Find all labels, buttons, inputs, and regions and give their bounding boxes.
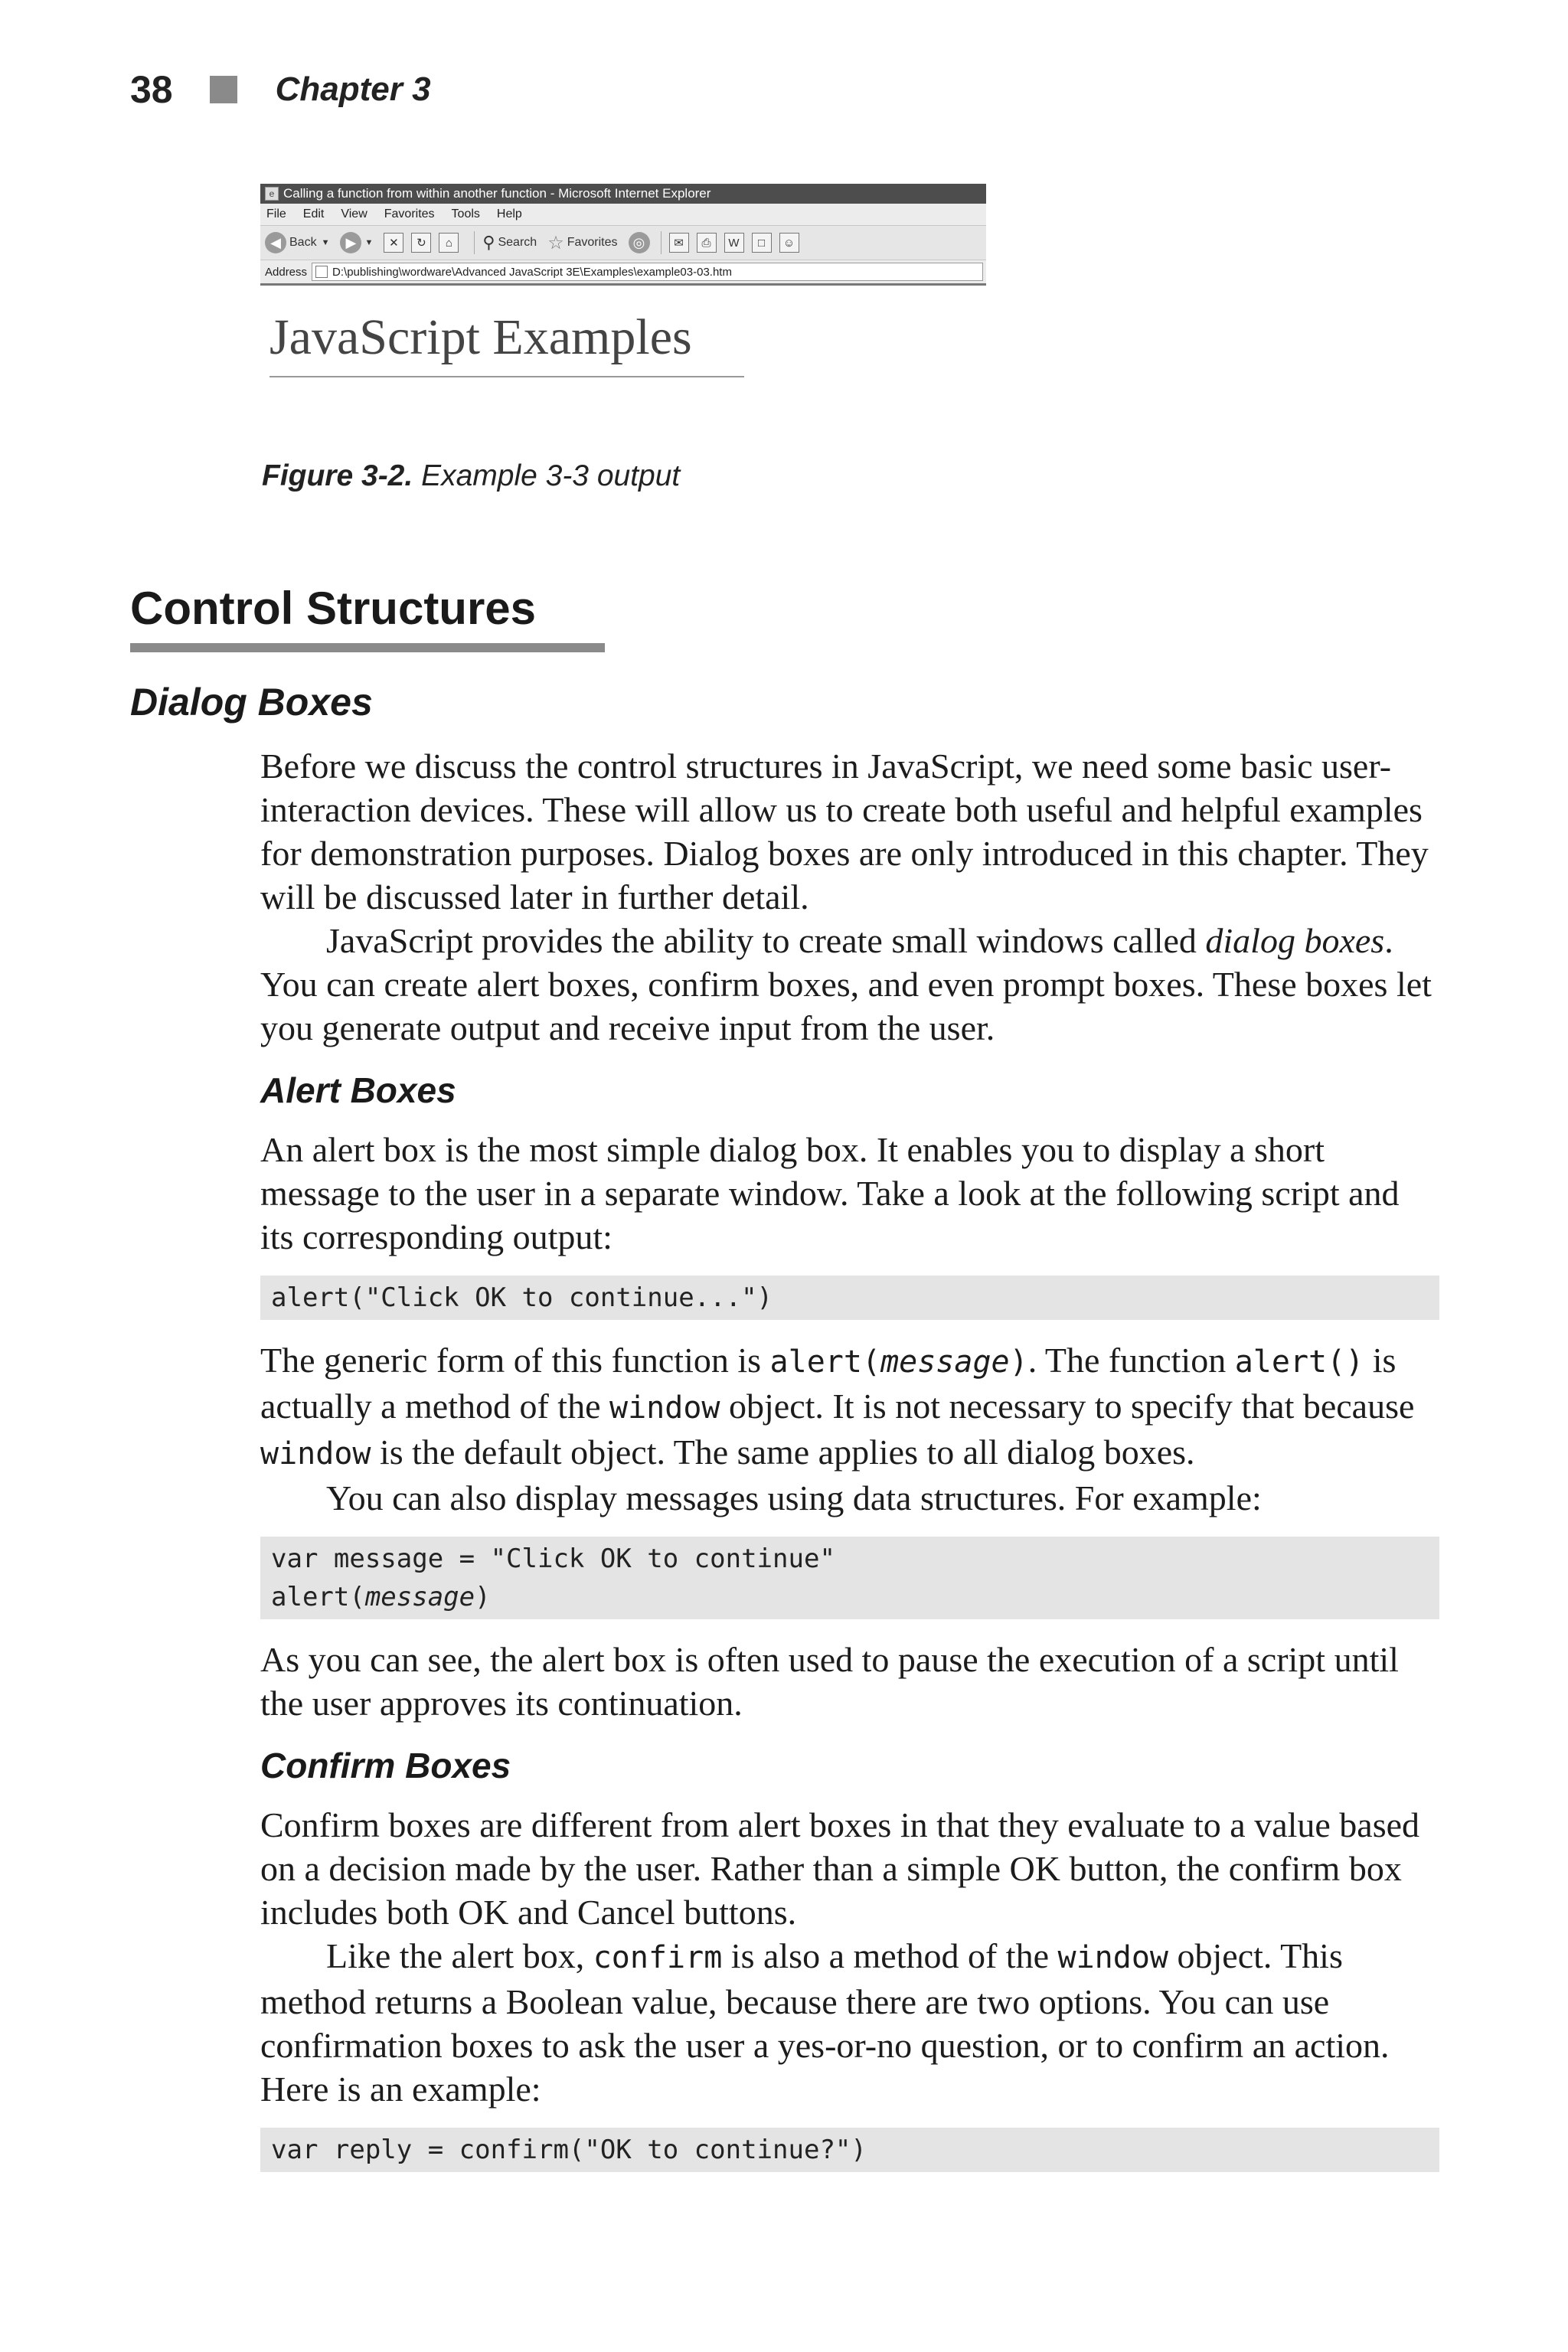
text-run: object. It is not necessary to specify that because (720, 1387, 1415, 1426)
running-header (130, 63, 431, 116)
header-square-icon (210, 76, 237, 103)
edit-icon: W (724, 233, 744, 253)
toolbar-separator (661, 231, 662, 254)
term-dialog-boxes: dialog boxes (1205, 921, 1385, 960)
code-run: ) (475, 1582, 491, 1612)
code-line: var reply = confirm("OK to continue?") (271, 2135, 867, 2165)
body-column (260, 744, 1439, 2190)
inline-code: window (609, 1390, 720, 1426)
code-arg: message (880, 1344, 1010, 1380)
menu-edit: Edit (302, 207, 325, 220)
alert-paragraph-4: As you can see, the alert box is often used to pause the execution of a script until the user approves its continuation. (260, 1640, 1399, 1723)
text-run: is actually a method of the (260, 1341, 1396, 1426)
section-heading-rule (130, 643, 605, 652)
back-arrow-icon: ◀ (265, 232, 286, 253)
media-icon: ◎ (629, 232, 650, 253)
search-icon: ⚲ (482, 233, 495, 252)
chapter-label: Chapter 3 (275, 70, 431, 108)
page-icon (315, 266, 328, 278)
search-button (482, 233, 537, 253)
browser-page-icon: e (265, 187, 279, 201)
inline-code: alert() (1234, 1344, 1364, 1380)
alert-boxes-heading: Alert Boxes (260, 1070, 456, 1110)
code-line (271, 1578, 1429, 1616)
text-run: . You can create alert boxes, confirm boxes, and even prompt boxes. These boxes let you generate output and receive input from the user. (260, 921, 1432, 1047)
forward-button (340, 232, 373, 253)
text-run: JavaScript provides the ability to create small windows called (326, 921, 1206, 960)
inline-code: confirm (593, 1940, 723, 1975)
text-run: The generic form of this function is (260, 1341, 770, 1380)
text-run: object. This method returns a Boolean value, because there are two options. You can use confirmation boxes to ask the user a yes-or-no question, or to confirm an action. Here is an example: (260, 1936, 1390, 2109)
search-label: Search (498, 236, 537, 249)
alert-paragraph-2 (260, 1338, 1439, 1476)
page-number: 38 (130, 68, 173, 111)
print-icon: ⎙ (697, 233, 717, 253)
code-line: var message = "Click OK to continue" (271, 1544, 835, 1574)
forward-arrow-icon: ▶ (340, 232, 361, 253)
messenger-icon: ☺ (779, 233, 799, 253)
confirm-boxes-heading: Confirm Boxes (260, 1746, 511, 1785)
figure-caption-text: Example 3-3 output (421, 459, 681, 492)
figure-label: Figure 3-2. (262, 459, 413, 492)
back-button (265, 232, 329, 253)
refresh-icon: ↻ (411, 233, 431, 253)
address-field (312, 263, 983, 281)
code-run: alert( (769, 1344, 881, 1380)
toolbar-separator (474, 231, 475, 254)
menu-view: View (341, 207, 368, 220)
text-run: Like the alert box, (326, 1936, 593, 1975)
code-block-confirm (260, 2128, 1439, 2172)
mail-icon: ✉ (669, 233, 689, 253)
address-value: D:\publishing\wordware\Advanced JavaScript 3E\Examples\example03-03.htm (332, 265, 732, 279)
forward-dropdown-icon: ▼ (364, 238, 374, 247)
browser-title: Calling a function from within another function - Microsoft Internet Explorer (283, 186, 711, 201)
address-label: Address (265, 265, 308, 279)
favorites-button (547, 232, 617, 254)
rendered-page-heading: JavaScript Examples (270, 309, 692, 365)
menu-file: File (266, 207, 286, 220)
inline-code (770, 1344, 1028, 1380)
dialog-paragraph-1: Before we discuss the control structures in JavaScript, we need some basic user-interaction devices. These will allow us to create both useful and helpful examples for demonstration purposes. Dialog boxes are only introduced in this chapter. They will be discussed later in further detail. (260, 746, 1429, 916)
menu-favorites: Favorites (384, 207, 435, 220)
inline-code: window (260, 1436, 371, 1472)
browser-toolbar (260, 226, 986, 260)
dialog-paragraph-2 (260, 919, 1439, 1050)
alert-paragraph-3: You can also display messages using data structures. For example: (326, 1478, 1262, 1517)
code-block-alert (260, 1276, 1439, 1320)
menu-help: Help (496, 207, 522, 220)
menu-tools: Tools (451, 207, 480, 220)
rendered-heading-rule (270, 376, 744, 377)
alert-paragraph-1: An alert box is the most simple dialog box. It enables you to display a short message to the user in a separate window. Take a look at the following script and its corresponding output: (260, 1130, 1400, 1256)
text-run: . The function (1027, 1341, 1235, 1380)
section-heading: Control Structures (130, 583, 537, 634)
code-run: alert( (271, 1582, 365, 1612)
favorites-label: Favorites (567, 236, 618, 249)
subsection-heading: Dialog Boxes (130, 681, 373, 724)
code-arg: message (364, 1582, 475, 1612)
code-run: ) (1009, 1344, 1028, 1380)
inline-code: window (1057, 1940, 1168, 1975)
figure-caption (262, 459, 680, 493)
figure-browser-screenshot (260, 184, 986, 413)
browser-addressbar (260, 260, 986, 286)
browser-titlebar (260, 184, 986, 204)
code-block-message (260, 1537, 1439, 1619)
browser-content (260, 286, 986, 393)
star-icon: ☆ (547, 232, 564, 253)
confirm-paragraph-1: Confirm boxes are different from alert boxes in that they evaluate to a value based on a decision made by the user. Rather than a simple OK button, the confirm box includes both OK and Cancel buttons. (260, 1805, 1420, 1932)
code-line: alert("Click OK to continue...") (271, 1282, 773, 1313)
text-run: is also a method of the (722, 1936, 1058, 1975)
back-label: Back (289, 236, 317, 249)
text-run: is the default object. The same applies to all dialog boxes. (371, 1432, 1195, 1472)
browser-menubar (260, 204, 986, 226)
confirm-paragraph-2 (260, 1934, 1439, 2111)
stop-icon: ✕ (384, 233, 403, 253)
back-dropdown-icon: ▼ (321, 238, 330, 247)
discuss-icon: □ (752, 233, 772, 253)
home-icon: ⌂ (439, 233, 459, 253)
